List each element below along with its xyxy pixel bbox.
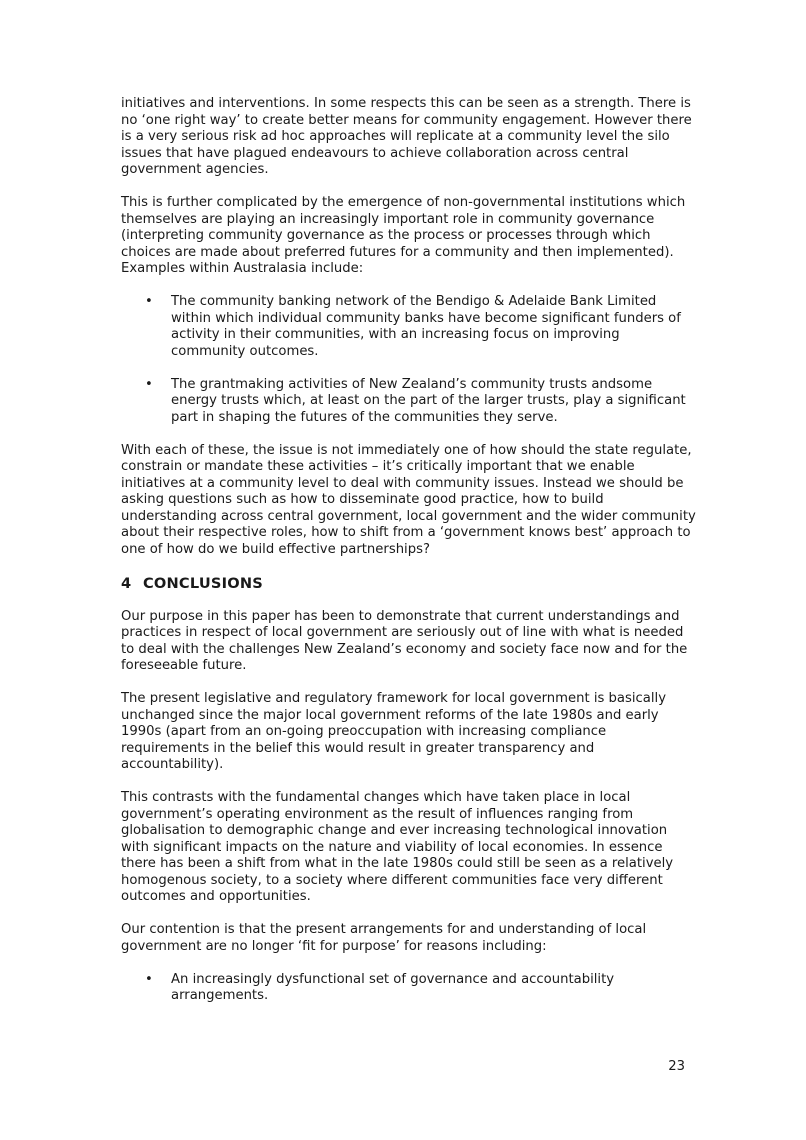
bullet-icon: • (145, 971, 153, 987)
list-item (121, 294, 696, 360)
section-number: 4 (121, 574, 132, 592)
list-item-text: The grantmaking activities of New Zealand’s community trusts andsome energy trusts which, at least on the part of the larger trusts, play a significant part in shaping the futures of the communities they serve. (171, 376, 686, 425)
section-heading (121, 575, 696, 593)
bullet-icon: • (145, 376, 153, 392)
list-item-text: An increasingly dysfunctional set of governance and accountability arrangements. (171, 971, 615, 1003)
examples-list (121, 294, 696, 426)
list-item-text: The community banking network of the Bendigo & Adelaide Bank Limited within which individual community banks have become significant funders of activity in their communities, with an increasing focus on improving community outcomes. (171, 294, 681, 359)
list-item (121, 972, 696, 1005)
reasons-list (121, 972, 696, 1005)
paragraph-framework: The present legislative and regulatory framework for local government is basically unchanged since the major local government reforms of the late 1980s and early 1990s (apart from an on-going preoccupation with increasing compliance requirements in the belief this would result in greater transparency and accountability). (121, 691, 667, 772)
paragraph-non-governmental: This is further complicated by the emergence of non-governmental institutions which themselves are playing an increasingly important role in community governance (interpreting community governance as the process or processes through which choices are made about preferred futures for a community and then implemented). Examples within Australasia include: (121, 195, 686, 276)
paragraph-contrasts: This contrasts with the fundamental changes which have taken place in local government’s operating environment as the result of influences ranging from globalisation to demographic change and ever increasing technological innovation with significant impacts on the nature and viability of local economies. In essence there has been a shift from what in the late 1980s could still be seen as a relatively homogenous society, to a society where different communities face very different outcomes and opportunities. (121, 790, 674, 904)
list-item (121, 377, 696, 427)
section-title: CONCLUSIONS (143, 574, 263, 592)
page-number: 23 (668, 1059, 685, 1074)
document-page (121, 96, 696, 1021)
paragraph-partnerships: With each of these, the issue is not immediately one of how should the state regulate, constrain or mandate these activities – it’s critically important that we enable initiatives at a community level to deal with community issues. Instead we should be asking questions such as how to disseminate good practice, how to build understanding across central government, local government and the wider community about their respective roles, how to shift from a ‘government knows best’ approach to one of how do we build effective partnerships? (121, 442, 696, 557)
paragraph-purpose: Our purpose in this paper has been to demonstrate that current understandings and practices in respect of local government are seriously out of line with what is needed to deal with the challenges New Zealand’s economy and society face now and for the foreseeable future. (121, 608, 688, 673)
bullet-icon: • (145, 294, 153, 309)
paragraph-initiatives: initiatives and interventions. In some respects this can be seen as a strength. There is no ‘one right way’ to create better means for community engagement. However there is a very serious risk ad hoc approaches will replicate at a community level the silo issues that have plagued endeavours to achieve collaboration across central government agencies. (121, 96, 692, 177)
paragraph-contention: Our contention is that the present arrangements for and understanding of local government are no longer ‘fit for purpose’ for reasons including: (121, 922, 647, 954)
